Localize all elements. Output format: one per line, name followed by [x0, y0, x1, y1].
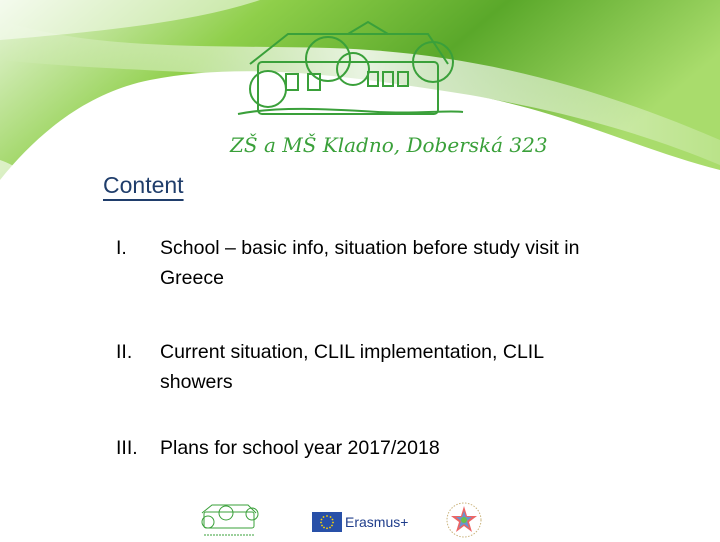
eu-flag-icon — [312, 512, 342, 532]
list-text — [160, 433, 676, 463]
list-text — [160, 233, 676, 293]
school-logo-small-icon — [196, 500, 262, 540]
list-numeral: I. — [116, 237, 127, 259]
list-item — [116, 337, 676, 397]
list-text-line: School – basic info, situation before study visit in — [160, 237, 580, 259]
list-numeral: III. — [116, 437, 138, 459]
star-emblem-icon — [442, 498, 486, 542]
erasmus-logo — [312, 512, 408, 532]
list-text-line: Plans for school year 2017/2018 — [160, 437, 440, 459]
list-item — [116, 233, 676, 293]
list-text-line: showers — [160, 371, 233, 393]
content-heading: Content — [103, 172, 184, 198]
list-item — [116, 433, 676, 463]
list-numeral: II. — [116, 341, 133, 363]
list-text-line: Greece — [160, 267, 224, 289]
list-text — [160, 337, 676, 397]
list-text-line: Current situation, CLIL implementation, CLIL — [160, 341, 545, 363]
erasmus-label: Erasmus+ — [345, 514, 409, 530]
school-logo-icon — [228, 14, 548, 164]
logo-caption: ZŠ a MŠ Kladno, Doberská 323 — [230, 133, 548, 157]
